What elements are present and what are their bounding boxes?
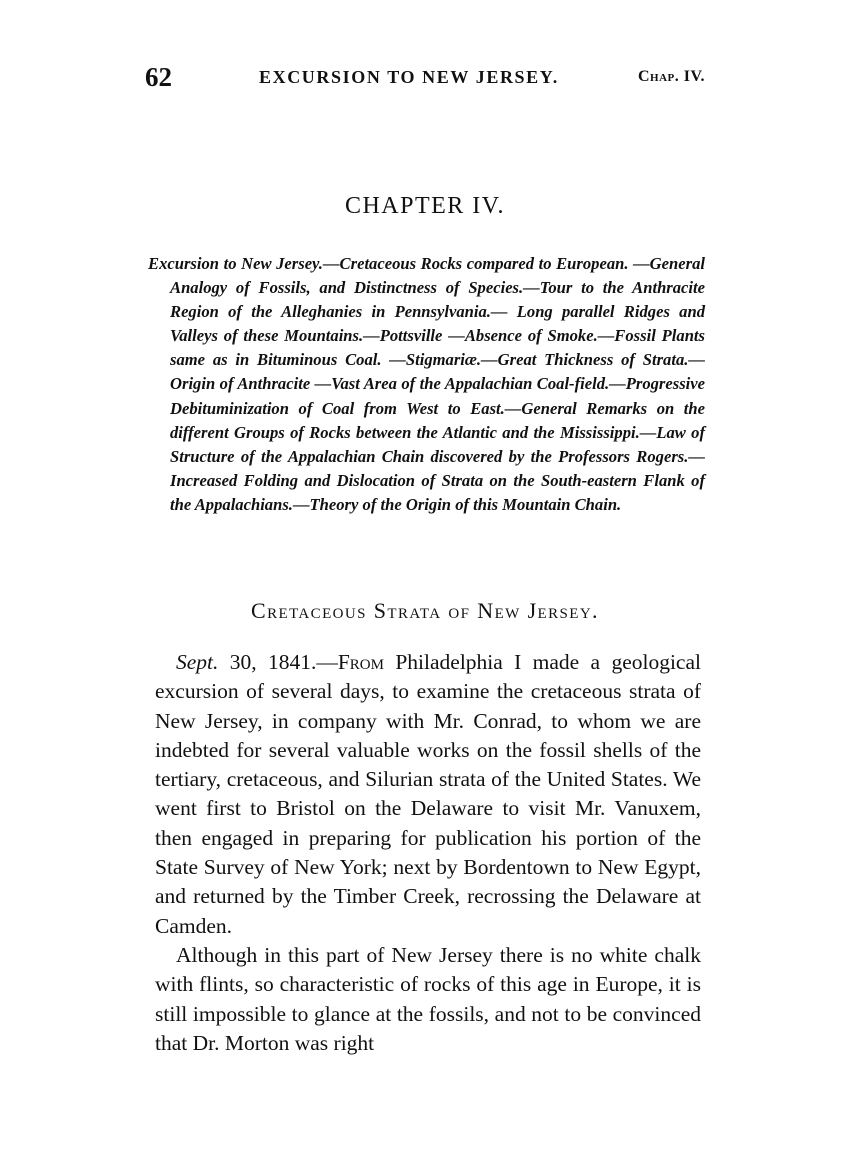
paragraph-2-text: Although in this part of New Jersey there is no white chalk with flints, so characteristic of rocks of this age in Europe, it is still impossible to glance at the fossils, and not to be convinced that Dr. Morton was right bbox=[155, 942, 701, 1055]
chapter-summary: Excursion to New Jersey.—Cretaceous Rocks compared to European. —General Analogy of Fossils, and Distinctness of Species.—Tour to the Anthracite Region of the Alleghanies in Pennsylvania.— Long parallel Ridges and Valleys of these Mountains.—Pottsville —Absence of Smoke.—Fossil Plants same as in Bituminous Coal. —Stigmariæ.—Great Thickness of Strata.—Origin of Anthracite —Vast Area of the Appalachian Coal-field.—Progressive Debituminization of Coal from West to East.—General Remarks on the different Groups of Rocks between the Atlantic and the Mississippi.—Law of Structure of the Appalachian Chain discovered by the Professors Rogers.—Increased Folding and Dislocation of Strata on the South-eastern Flank of the Appalachians.—Theory of the Origin of this Mountain Chain. bbox=[148, 254, 705, 514]
date-month: Sept. bbox=[176, 650, 219, 674]
section-heading: Cretaceous Strata of New Jersey. bbox=[251, 598, 599, 623]
date-rest: 30, 1841.— bbox=[218, 650, 338, 674]
chapter-reference: Chap. IV. bbox=[638, 68, 705, 85]
paragraph-1-text: Philadelphia I made a geological excursion of several days, to examine the cretaceous strata of New Jersey, in company with Mr. Conrad, to whom we are indebted for several valuable works on the fossil shells of the tertiary, cretaceous, and Silurian strata of the United States. We went first to Bristol on the Delaware to visit Mr. Vanuxem, then engaged in preparing for publication his portion of the State Survey of New York; next by Bordentown to New Egypt, and returned by the Timber Creek, recrossing the Delaware at Camden. bbox=[155, 650, 701, 938]
body-text bbox=[155, 648, 701, 1058]
chapter-heading: CHAPTER IV. bbox=[344, 193, 506, 219]
page-number: 62 bbox=[145, 62, 172, 92]
running-title: EXCURSION TO NEW JERSEY. bbox=[259, 67, 559, 87]
paragraph-2 bbox=[155, 941, 701, 1058]
paragraph-1 bbox=[155, 648, 701, 941]
page-header bbox=[145, 62, 705, 92]
opening-word: From bbox=[337, 650, 384, 674]
